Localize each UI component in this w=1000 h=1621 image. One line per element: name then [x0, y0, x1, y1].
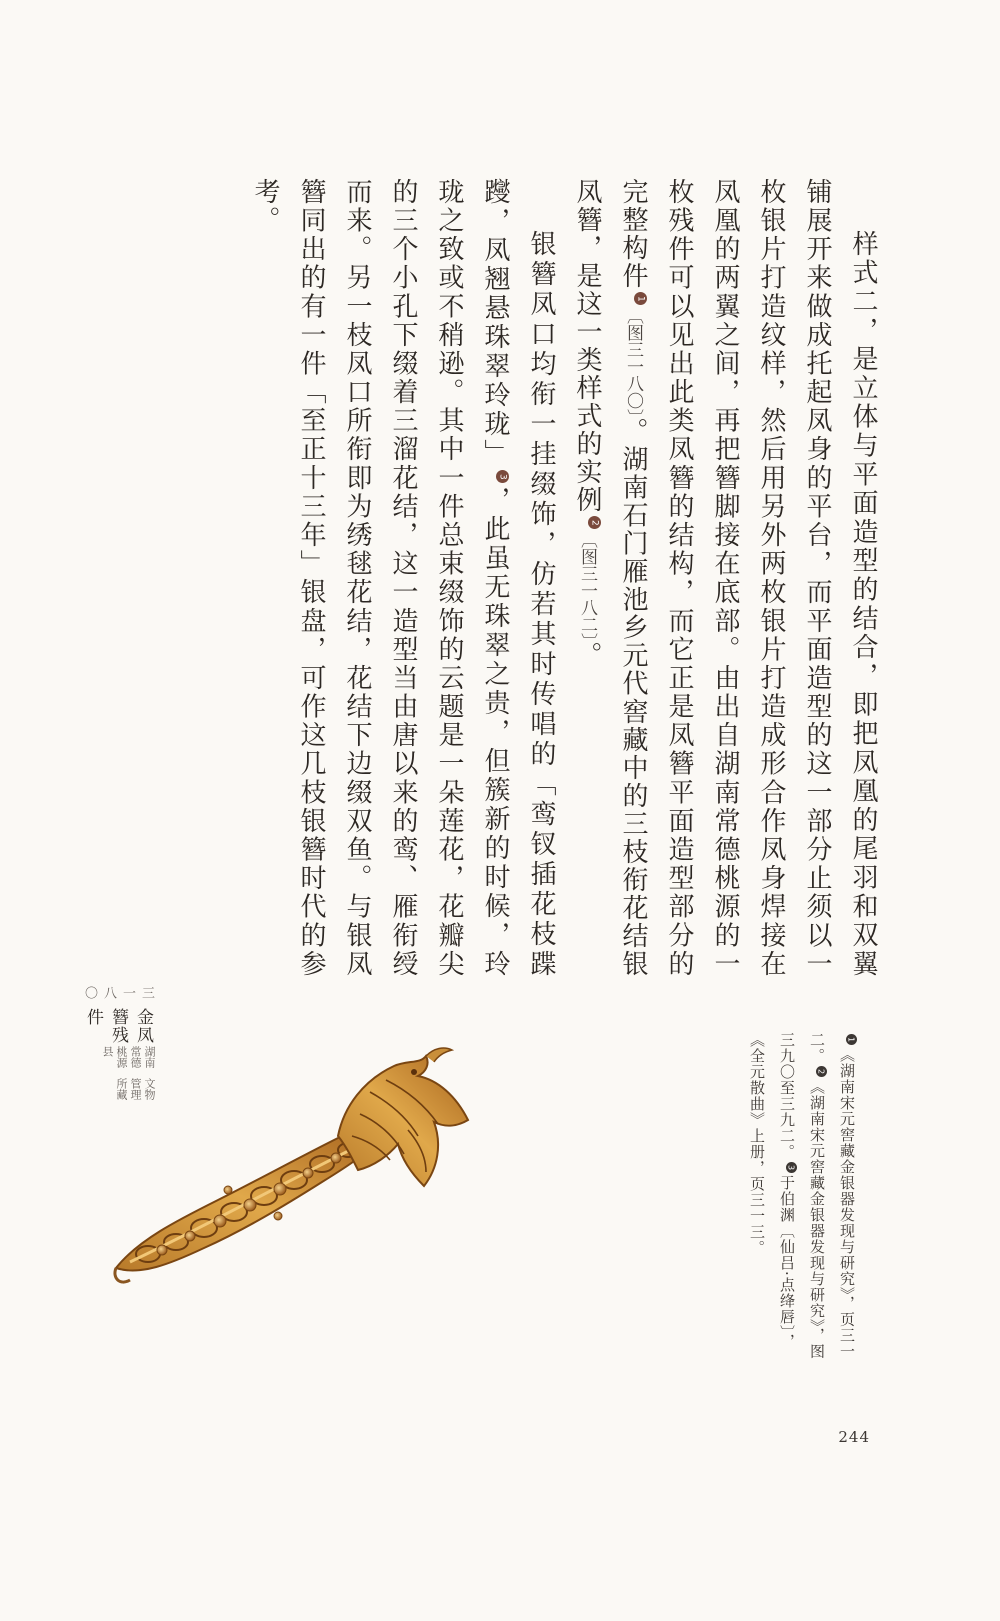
figure-source-line-2: 文物管理所藏	[115, 1078, 156, 1101]
paragraph-1-text: 样式二，是立体与平面造型的结合，即把凤凰的尾羽和双翼铺展开来做成托起凤身的平台，而平面造型的这一部分止须以一枚银片打造纹样，然后用另外两枚银片打造成形合作凤身焊接在凤凰的两翼之间，再把簪脚接在底部。由出自湖南常德桃源的一枚残件可以见出此类凤簪的结构，而它正是凤簪平面造型部分的完整构件	[618, 178, 878, 978]
footnote-marker-3[interactable]: 3	[496, 470, 509, 483]
footnote-1-text: 《湖南宋元窖藏金银器发现与研究》，页三一二。	[808, 1032, 856, 1360]
figure-reference-1: 〔图三一八〇〕	[623, 307, 643, 418]
footnote-1-marker: 1	[846, 1034, 857, 1045]
footnote-marker-1[interactable]: 1	[634, 292, 647, 305]
phoenix-hairpin-image	[101, 1040, 488, 1290]
page-number: 244	[838, 1428, 870, 1446]
footnotes	[722, 1032, 862, 1372]
paragraph-2-text: 银簪凤口均衔一挂缀饰，仿若其时传唱的「鸾钗插花枝蹀躞，凤翘悬珠翠玲珑」	[480, 178, 556, 978]
paragraph-2-continued: ，此虽无珠翠之贵，但簇新的时候，玲珑之致或不稍逊。其中一件总束缀饰的云题是一朵莲花，花瓣尖的三个小孔下缀着三溜花结，这一造型当由唐以来的鸾、雁衔绶而来。另一枝凤口所衔即为绣毬花结，花结下边缀双鱼。与银凤簪同出的有一件「至正十三年」银盘，可作这几枝银簪时代的参考。	[250, 178, 510, 978]
paragraph-1	[564, 178, 886, 978]
paragraph-1-continued: 。湖南石门雁池乡元代窖藏中的三枝衔花结银凤簪，是这一类样式的实例	[572, 178, 648, 979]
figure-reference-2: 〔图三一八二〕	[577, 531, 597, 642]
paragraph-2	[242, 178, 564, 978]
footnote-2-marker: 2	[816, 1066, 827, 1077]
figure-source-line-1: 湖南常德桃源县	[101, 1045, 156, 1068]
footnote-3-text: 于伯渊〔仙吕·点绛唇〕，《全元散曲》上册，页三一三。	[748, 1032, 796, 1350]
footnote-3-marker: 3	[786, 1162, 797, 1173]
footnote-marker-2[interactable]: 2	[588, 516, 601, 529]
main-text	[250, 178, 886, 979]
figure-title: 金凤簪残件	[83, 1007, 153, 1044]
paragraph-1-end: 。	[572, 641, 602, 670]
footnote-2-text: 《湖南宋元窖藏金银器发现与研究》，图三九〇至三九二。	[778, 1032, 826, 1360]
figure-number: 三一八〇	[82, 986, 154, 999]
